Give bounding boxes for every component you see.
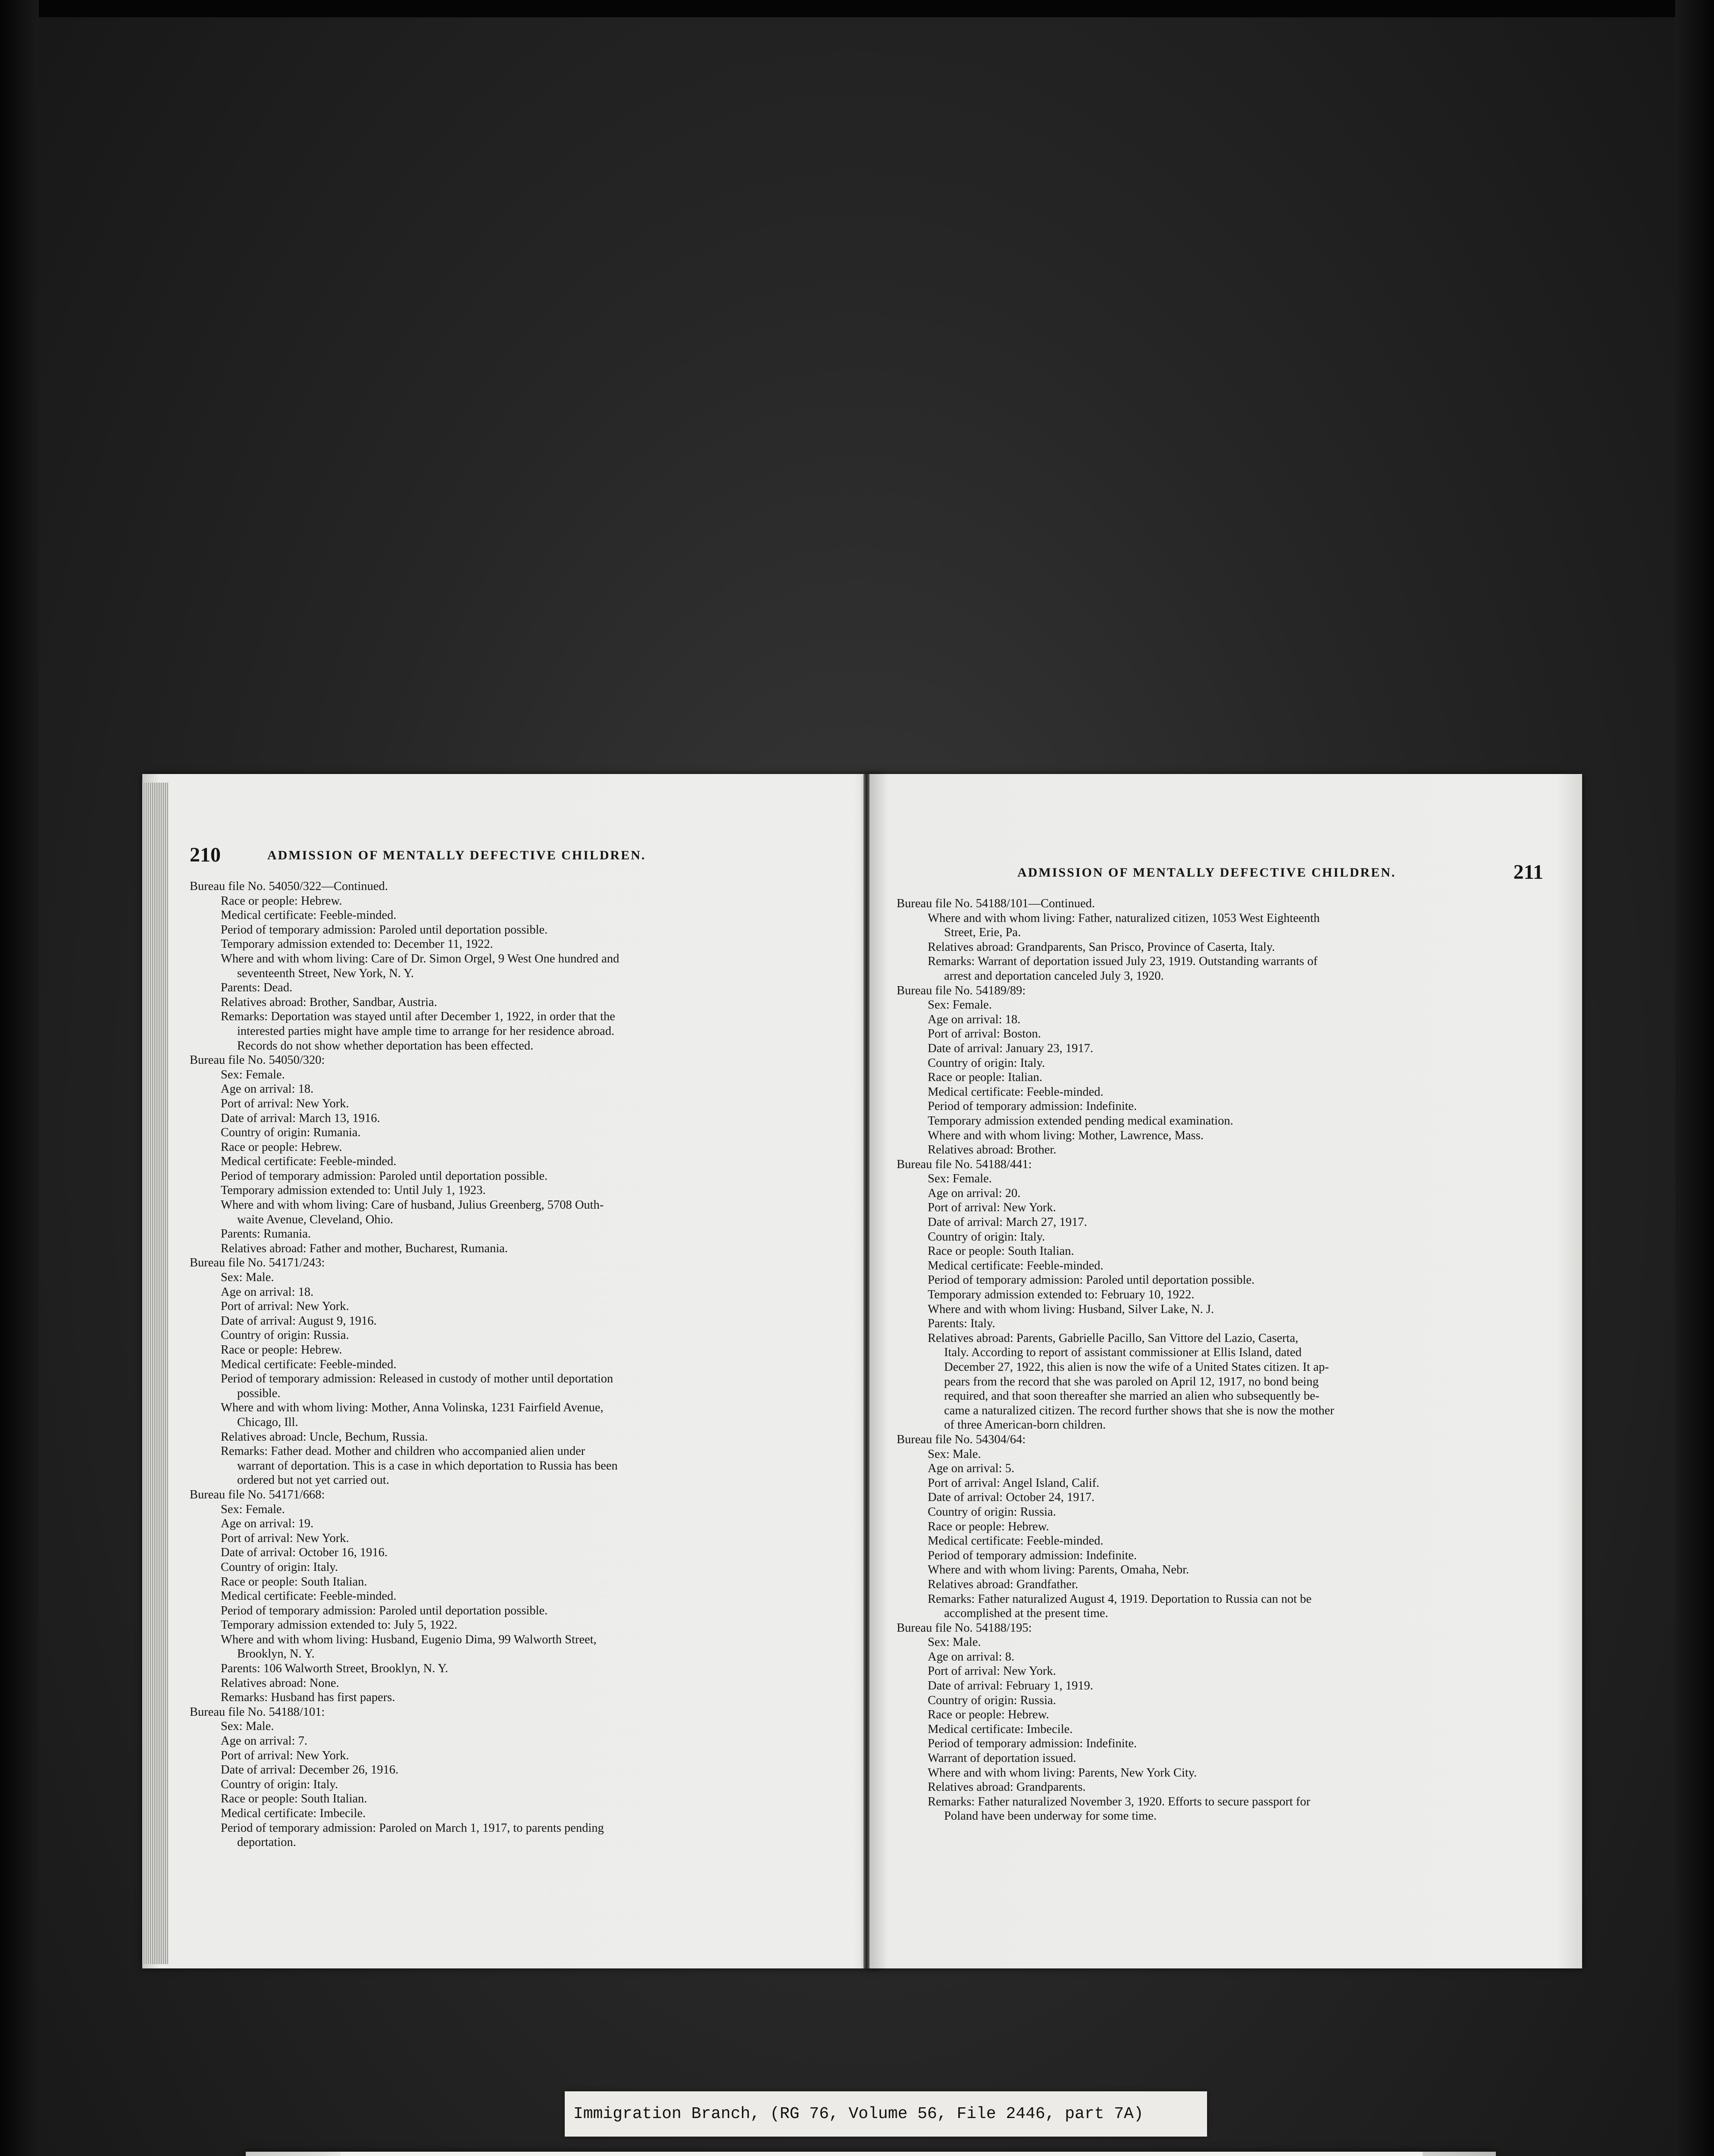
text-line: Country of origin: Italy. <box>221 1777 338 1791</box>
archives-stamp-card <box>246 2152 1496 2156</box>
text-line: Relatives abroad: None. <box>221 1676 339 1690</box>
text-line: Period of temporary admission: Paroled until deportation possible. <box>221 923 548 937</box>
text-line: Sex: Female. <box>928 1172 992 1186</box>
text-line: Race or people: Hebrew. <box>928 1520 1049 1533</box>
open-book <box>125 774 1582 1968</box>
text-line: Medical certificate: Feeble-minded. <box>928 1259 1104 1272</box>
text-line: Date of arrival: February 1, 1919. <box>928 1679 1093 1693</box>
page-number-left: 210 <box>190 843 221 866</box>
running-title-right: ADMISSION OF MENTALLY DEFECTIVE CHILDREN. <box>1017 865 1396 880</box>
text-line: Remarks: Father naturalized August 4, 1919. Deportation to Russia can not be <box>928 1592 1312 1606</box>
text-line: Parents: Dead. <box>221 981 293 995</box>
text-line: Port of arrival: New York. <box>221 1531 349 1545</box>
text-line: Relatives abroad: Parents, Gabrielle Pacillo, San Vittore del Lazio, Caserta, <box>928 1331 1298 1345</box>
text-line: possible. <box>237 1386 281 1400</box>
text-line: Port of arrival: New York. <box>221 1749 349 1762</box>
text-line: Sex: Female. <box>928 998 992 1012</box>
text-line: Parents: 106 Walworth Street, Brooklyn, N. Y. <box>221 1662 448 1676</box>
text-line: Where and with whom living: Husband, Silver Lake, N. J. <box>928 1302 1214 1316</box>
text-line: Where and with whom living: Father, naturalized citizen, 1053 West Eighteenth <box>928 911 1320 925</box>
file-heading: Bureau file No. 54171/243: <box>190 1256 325 1270</box>
text-line: Relatives abroad: Brother, Sandbar, Austria. <box>221 995 437 1009</box>
text-line: Period of temporary admission: Indefinite. <box>928 1100 1137 1113</box>
text-line: Chicago, Ill. <box>237 1415 298 1429</box>
file-heading: Bureau file No. 54188/441: <box>897 1157 1032 1171</box>
text-line: Date of arrival: March 13, 1916. <box>221 1111 380 1125</box>
file-heading: Bureau file No. 54189/89: <box>897 984 1026 997</box>
text-line: Medical certificate: Feeble-minded. <box>928 1534 1104 1548</box>
text-line: Relatives abroad: Brother. <box>928 1143 1057 1157</box>
text-line: Where and with whom living: Husband, Eugenio Dima, 99 Walworth Street, <box>221 1633 597 1646</box>
file-heading: Bureau file No. 54188/101—Continued. <box>897 897 1095 910</box>
text-line: Date of arrival: December 26, 1916. <box>221 1763 399 1777</box>
page-number-right: 211 <box>1513 861 1543 884</box>
text-line: Where and with whom living: Mother, Lawrence, Mass. <box>928 1128 1204 1142</box>
file-heading: Bureau file No. 54050/320: <box>190 1053 325 1067</box>
right-page-header <box>897 860 1556 890</box>
text-line: Where and with whom living: Parents, Omaha, Nebr. <box>928 1563 1189 1577</box>
text-line: deportation. <box>237 1836 296 1849</box>
right-page-text <box>897 896 1556 1824</box>
left-page-text <box>190 879 854 1850</box>
text-line: Parents: Italy. <box>928 1317 995 1331</box>
text-line: warrant of deportation. This is a case in which deportation to Russia has been <box>237 1459 618 1473</box>
text-line: Relatives abroad: Grandparents, San Prisco, Province of Caserta, Italy. <box>928 940 1275 954</box>
page-stack-edge <box>142 783 168 1964</box>
text-line: Age on arrival: 8. <box>928 1650 1015 1664</box>
text-line: Country of origin: Italy. <box>928 1230 1045 1244</box>
text-line: pears from the record that she was paroled on April 12, 1917, no bond being <box>944 1375 1319 1388</box>
archive-reference-label <box>565 2091 1207 2137</box>
text-line: Where and with whom living: Mother, Anna Volinska, 1231 Fairfield Avenue, <box>221 1401 604 1415</box>
text-line: of three American-born children. <box>944 1418 1106 1432</box>
text-line: Period of temporary admission: Indefinite. <box>928 1548 1137 1562</box>
text-line: Date of arrival: January 23, 1917. <box>928 1041 1093 1055</box>
text-line: Street, Erie, Pa. <box>944 926 1021 940</box>
text-line: Age on arrival: 5. <box>928 1462 1015 1476</box>
text-line: Where and with whom living: Care of Dr. Simon Orgel, 9 West One hundred and <box>221 952 619 965</box>
text-line: Race or people: Hebrew. <box>928 1708 1049 1722</box>
text-line: Sex: Male. <box>928 1636 981 1649</box>
text-line: Race or people: Italian. <box>928 1071 1042 1084</box>
text-line: Race or people: Hebrew. <box>221 1343 342 1357</box>
text-line: required, and that soon thereafter she married an alien who subsequently be- <box>944 1389 1320 1403</box>
text-line: accomplished at the present time. <box>944 1607 1108 1620</box>
text-line: Warrant of deportation issued. <box>928 1752 1076 1765</box>
text-line: Medical certificate: Feeble-minded. <box>221 1589 397 1603</box>
text-line: Period of temporary admission: Paroled until deportation possible. <box>221 1169 548 1183</box>
text-line: Age on arrival: 19. <box>221 1517 314 1531</box>
text-line: ordered but not yet carried out. <box>237 1473 389 1487</box>
text-line: Age on arrival: 7. <box>221 1734 308 1748</box>
text-line: Medical certificate: Imbecile. <box>928 1722 1073 1736</box>
text-line: Sex: Male. <box>928 1447 981 1461</box>
text-line: arrest and deportation canceled July 3, 1920. <box>944 969 1164 983</box>
text-line: Port of arrival: Angel Island, Calif. <box>928 1476 1100 1490</box>
text-line: Age on arrival: 18. <box>221 1082 314 1096</box>
text-line: Remarks: Father naturalized November 3, 1920. Efforts to secure passport for <box>928 1795 1311 1808</box>
film-edge-top <box>0 0 1714 17</box>
text-line: Remarks: Deportation was stayed until after December 1, 1922, in order that the <box>221 1010 615 1024</box>
text-line: Sex: Male. <box>221 1720 274 1733</box>
text-line: Relatives abroad: Grandfather. <box>928 1577 1078 1591</box>
text-line: Date of arrival: October 24, 1917. <box>928 1491 1095 1504</box>
text-line: Race or people: Hebrew. <box>221 1140 342 1154</box>
film-edge-right <box>1675 0 1714 2156</box>
text-line: Medical certificate: Feeble-minded. <box>221 1155 397 1169</box>
text-line: Country of origin: Russia. <box>221 1329 349 1342</box>
text-line: seventeenth Street, New York, N. Y. <box>237 966 414 980</box>
text-line: Date of arrival: August 9, 1916. <box>221 1314 377 1328</box>
text-line: December 27, 1922, this alien is now the wife of a United States citizen. It ap- <box>944 1360 1329 1374</box>
text-line: Country of origin: Italy. <box>928 1056 1045 1070</box>
right-page-content <box>897 860 1556 1824</box>
text-line: Medical certificate: Feeble-minded. <box>221 909 397 922</box>
text-line: Remarks: Husband has first papers. <box>221 1691 395 1705</box>
text-line: Race or people: South Italian. <box>221 1575 367 1589</box>
text-line: Port of arrival: New York. <box>928 1664 1056 1678</box>
text-line: Poland have been underway for some time. <box>944 1809 1157 1823</box>
text-line: Where and with whom living: Parents, New York City. <box>928 1766 1197 1780</box>
text-line: Race or people: Hebrew. <box>221 894 342 908</box>
text-line: Sex: Male. <box>221 1271 274 1285</box>
text-line: Temporary admission extended to: February 10, 1922. <box>928 1288 1195 1302</box>
text-line: Country of origin: Italy. <box>221 1560 338 1574</box>
tape-right <box>1423 2152 1496 2156</box>
text-line: Where and with whom living: Care of husband, Julius Greenberg, 5708 Outh- <box>221 1198 604 1212</box>
text-line: Country of origin: Russia. <box>928 1505 1056 1519</box>
text-line: Medical certificate: Feeble-minded. <box>221 1357 397 1371</box>
text-line: Date of arrival: October 16, 1916. <box>221 1546 388 1560</box>
text-line: Parents: Rumania. <box>221 1227 311 1241</box>
text-line: Date of arrival: March 27, 1917. <box>928 1216 1087 1229</box>
text-line: Remarks: Father dead. Mother and children who accompanied alien under <box>221 1445 585 1458</box>
text-line: Sex: Female. <box>221 1068 285 1081</box>
text-line: Remarks: Warrant of deportation issued July 23, 1919. Outstanding warrants of <box>928 955 1318 968</box>
text-line: Port of arrival: New York. <box>928 1201 1056 1215</box>
text-line: Period of temporary admission: Paroled until deportation possible. <box>928 1273 1255 1287</box>
text-line: Period of temporary admission: Paroled on March 1, 1917, to parents pending <box>221 1821 604 1835</box>
book-gutter <box>863 774 870 1968</box>
text-line: Records do not show whether deportation has been effected. <box>237 1039 534 1053</box>
text-line: Race or people: South Italian. <box>221 1792 367 1806</box>
text-line: interested parties might have ample time to arrange for her residence abroad. <box>237 1024 615 1038</box>
text-line: Port of arrival: Boston. <box>928 1027 1041 1041</box>
file-heading: Bureau file No. 54050/322—Continued. <box>190 880 388 893</box>
tape-left <box>246 2152 341 2156</box>
file-heading: Bureau file No. 54188/195: <box>897 1621 1032 1635</box>
text-line: Temporary admission extended to: December 11, 1922. <box>221 937 493 951</box>
text-line: Temporary admission extended to: July 5, 1922. <box>221 1618 457 1632</box>
text-line: Sex: Female. <box>221 1502 285 1516</box>
file-heading: Bureau file No. 54188/101: <box>190 1705 325 1719</box>
running-title-left: ADMISSION OF MENTALLY DEFECTIVE CHILDREN. <box>267 848 646 862</box>
text-line: Age on arrival: 18. <box>221 1285 314 1299</box>
text-line: Relatives abroad: Father and mother, Bucharest, Rumania. <box>221 1241 508 1255</box>
text-line: Relatives abroad: Grandparents. <box>928 1780 1086 1794</box>
left-page-content <box>190 843 854 1850</box>
text-line: Country of origin: Rumania. <box>221 1126 361 1140</box>
text-line: Medical certificate: Imbecile. <box>221 1807 366 1820</box>
text-line: Age on arrival: 18. <box>928 1012 1021 1026</box>
text-line: Period of temporary admission: Indefinite. <box>928 1737 1137 1751</box>
text-line: Temporary admission extended pending medical examination. <box>928 1114 1233 1128</box>
film-edge-left <box>0 0 39 2156</box>
text-line: Italy. According to report of assistant commissioner at Ellis Island, dated <box>944 1346 1302 1360</box>
text-line: came a naturalized citizen. The record further shows that she is now the mother <box>944 1404 1334 1417</box>
text-line: Brooklyn, N. Y. <box>237 1647 315 1661</box>
text-line: Port of arrival: New York. <box>221 1300 349 1313</box>
text-line: Relatives abroad: Uncle, Bechum, Russia. <box>221 1430 428 1444</box>
text-line: Age on arrival: 20. <box>928 1186 1021 1200</box>
text-line: Medical certificate: Feeble-minded. <box>928 1085 1104 1099</box>
text-line: Period of temporary admission: Released in custody of mother until deportation <box>221 1372 613 1386</box>
left-page-header <box>190 843 854 873</box>
text-line: Race or people: South Italian. <box>928 1244 1074 1258</box>
text-line: Port of arrival: New York. <box>221 1097 349 1110</box>
text-line: waite Avenue, Cleveland, Ohio. <box>237 1213 393 1226</box>
text-line: Country of origin: Russia. <box>928 1693 1056 1707</box>
file-heading: Bureau file No. 54171/668: <box>190 1488 325 1501</box>
text-line: Period of temporary admission: Paroled until deportation possible. <box>221 1604 548 1617</box>
archive-reference-text: Immigration Branch, (RG 76, Volume 56, File 2446, part 7A) <box>573 2105 1144 2123</box>
text-line: Temporary admission extended to: Until July 1, 1923. <box>221 1184 486 1197</box>
file-heading: Bureau file No. 54304/64: <box>897 1432 1026 1446</box>
